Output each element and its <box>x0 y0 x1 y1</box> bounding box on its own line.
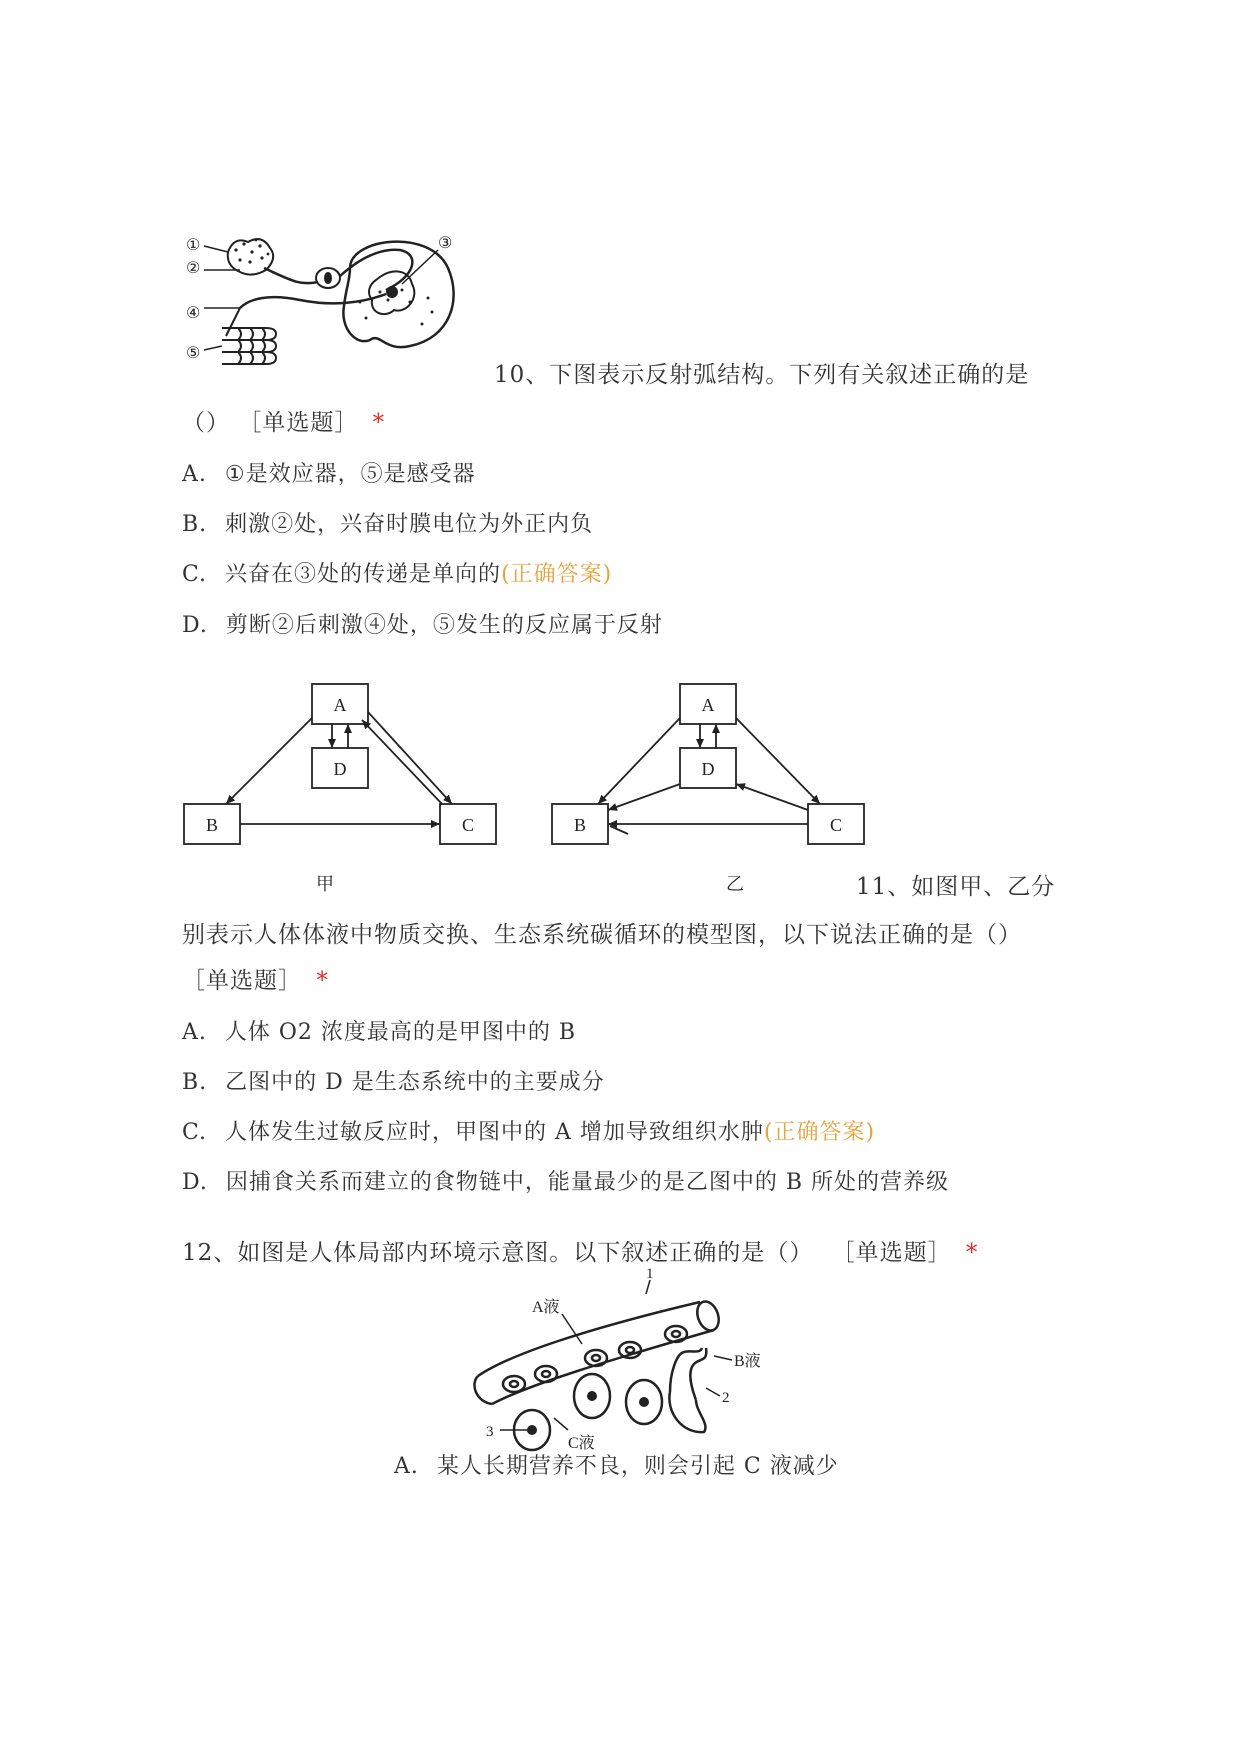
q11-option-b[interactable] <box>182 1068 605 1098</box>
q10-type: ［单选题］ <box>238 410 359 436</box>
node-c: C <box>461 815 475 835</box>
q10-option-b[interactable] <box>182 510 593 540</box>
option-text: 某人长期营养不良，则会引起 C 液减少 <box>436 1454 839 1479</box>
diagram-jia <box>180 684 500 904</box>
option-letter: C. <box>182 562 208 587</box>
option-text: 剪断②后刺激④处，⑤发生的反应属于反射 <box>225 613 663 638</box>
node-c: C <box>829 815 843 835</box>
option-letter: B. <box>182 1070 208 1095</box>
option-letter: D. <box>182 613 208 638</box>
caption-jia: 甲 <box>316 874 334 894</box>
internal-environment-figure <box>470 1266 790 1454</box>
label-1: 1 <box>646 1266 654 1282</box>
node-b: B <box>573 815 587 835</box>
q10-option-d[interactable] <box>182 611 663 641</box>
q11-type: ［单选题］ <box>182 968 302 994</box>
node-a: A <box>701 695 715 715</box>
q12-title-text: 12、如图是人体局部内环境示意图。以下叙述正确的是（） <box>182 1240 814 1266</box>
node-b: B <box>205 815 219 835</box>
node-d: D <box>333 759 347 779</box>
option-letter: B. <box>182 512 208 537</box>
fig10-label-1: ① <box>186 237 201 254</box>
q10-option-c[interactable] <box>182 560 612 590</box>
caption-yi: 乙 <box>726 874 744 894</box>
q12-option-a[interactable] <box>394 1452 839 1482</box>
q11-title-part2: 别表示人体体液中物质交换、生态系统碳循环的模型图，以下说法正确的是（） <box>182 922 1022 948</box>
reflex-arc-figure <box>180 228 490 378</box>
option-letter: C. <box>182 1120 208 1145</box>
option-letter: D. <box>182 1170 208 1195</box>
q12-title <box>182 1238 978 1268</box>
option-letter: A. <box>394 1454 419 1479</box>
q11-option-c[interactable] <box>182 1118 875 1148</box>
q11-title-part1: 11、如图甲、乙分 <box>856 874 1056 900</box>
label-a-fluid: A液 <box>532 1299 560 1316</box>
q11-meta <box>182 966 329 996</box>
label-b-fluid: B液 <box>734 1353 761 1370</box>
q10-meta <box>182 408 385 438</box>
fig10-label-4: ④ <box>186 305 201 322</box>
option-letter: A. <box>182 1020 207 1045</box>
q10-option-a[interactable] <box>182 460 476 490</box>
required-star: * <box>316 968 329 994</box>
option-text: 兴奋在③处的传递是单向的 <box>225 562 502 587</box>
correct-answer-tag: (正确答案) <box>763 1120 876 1145</box>
label-3: 3 <box>486 1424 494 1440</box>
option-text: 因捕食关系而建立的食物链中，能量最少的是乙图中的 B 所处的营养级 <box>225 1170 950 1195</box>
q10-paren: （） <box>182 410 230 436</box>
fig10-label-2: ② <box>186 260 201 277</box>
fig10-label-3: ③ <box>438 235 453 252</box>
option-text: 人体发生过敏反应时，甲图中的 A 增加导致组织水肿 <box>225 1120 764 1145</box>
q11-option-a[interactable] <box>182 1018 576 1048</box>
label-2: 2 <box>722 1390 730 1406</box>
option-text: ①是效应器，⑤是感受器 <box>224 462 476 487</box>
q12-type: ［单选题］ <box>831 1240 952 1266</box>
option-letter: A. <box>182 462 207 487</box>
option-text: 乙图中的 D 是生态系统中的主要成分 <box>225 1070 605 1095</box>
option-text: 人体 O2 浓度最高的是甲图中的 B <box>224 1020 577 1045</box>
node-a: A <box>333 695 347 715</box>
diagram-yi <box>548 684 868 904</box>
correct-answer-tag: (正确答案) <box>501 562 613 587</box>
label-c-fluid: C液 <box>568 1435 595 1452</box>
required-star: * <box>965 1240 979 1266</box>
option-text: 刺激②处，兴奋时膜电位为外正内负 <box>225 512 594 537</box>
required-star: * <box>372 410 386 436</box>
q10-title: 10、下图表示反射弧结构。下列有关叙述正确的是 <box>494 362 1030 388</box>
q11-option-d[interactable] <box>182 1168 949 1198</box>
fig10-label-5: ⑤ <box>186 345 201 362</box>
node-d: D <box>701 759 715 779</box>
